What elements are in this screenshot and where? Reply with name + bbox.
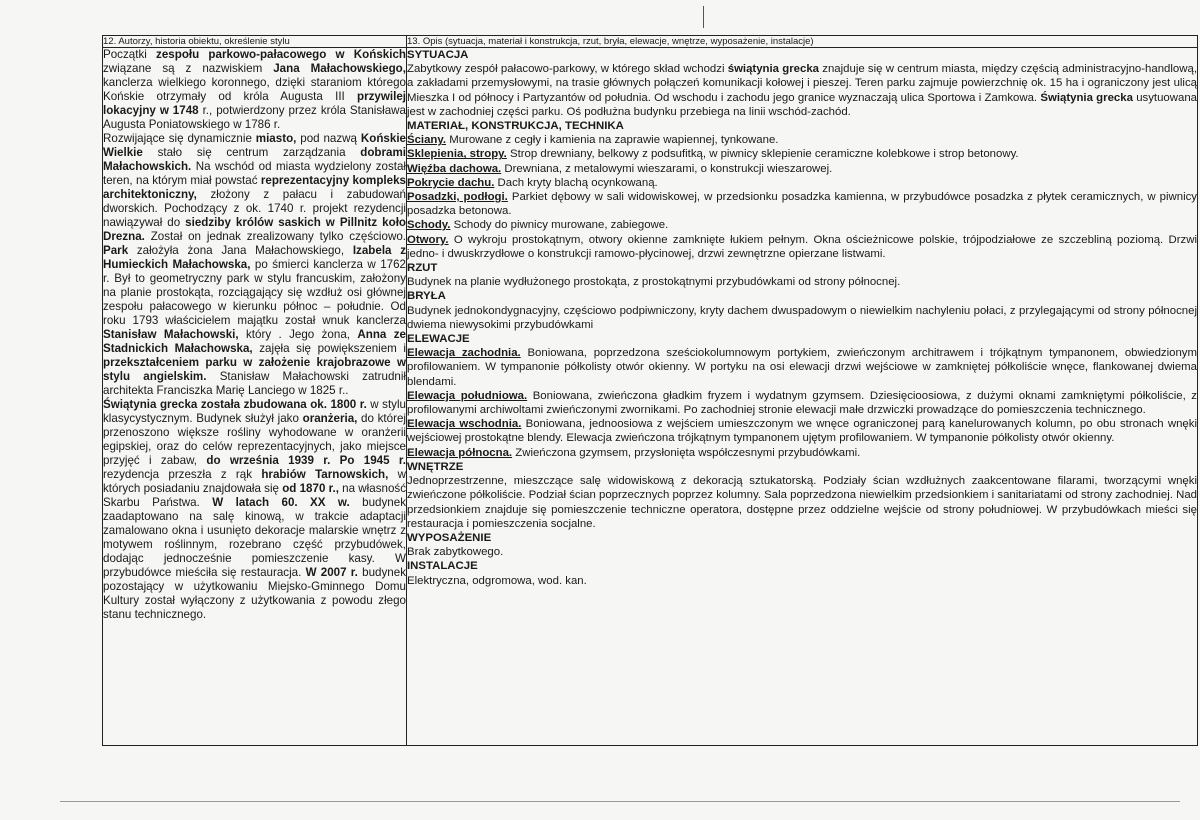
section-heading-bryla: BRYŁA bbox=[407, 290, 446, 303]
section-heading-sytuacja: SYTUACJA bbox=[407, 49, 469, 61]
material-item: Sklepienia, stropy. Strop drewniany, belkowy z podsufitką, w piwnicy sklepienie ceramiczne kolebkowe i strop betonowy. bbox=[407, 148, 1019, 161]
right-column-header: 13. Opis (sytuacja, materiał i konstrukcja, rzut, bryła, elewacje, wnętrze, wyposażenie, instalacje) bbox=[407, 36, 1198, 48]
instalacje-text: Elektryczna, odgromowa, wod. kan. bbox=[407, 574, 587, 587]
wnetrze-text: Jednoprzestrzenne, mieszczące salę widowiskową z dekoracją sztukatorską. Podziały ścian wzdłużnych zaakcentowane filarami, tworzącymi wnęki zwieńczone półkoliście. Podział ścian poprzecznych poprzez kolumny. Sala poprzedzona niewielkim przedsionkiem i sanitariatami od strony zachodniej. Nad przedsionkiem znajduje się pomieszczenie techniczne operatora, dostępne przez oddzielne wejście od strony południowej. W przybudówkach mieści się restauracja i pomieszczenia socjalne. bbox=[407, 475, 1197, 530]
material-item: Schody. Schody do piwnicy murowane, zabiegowe. bbox=[407, 219, 669, 232]
section-heading-wyposazenie: WYPOSAŻENIE bbox=[407, 531, 492, 544]
elewacja-item: Elewacja wschodnia. Boniowana, jednoosiowa z wejściem umieszczonym we wnęce ograniczonej parą kanelurowanych kolumn, po obu stronach wnęki wejściowej prostokątne blendy. Elewacja zwieńczona trójkątnym tympanonem ujętym profilowaniem. W tympanonie półkolisty otwór okienny. bbox=[407, 418, 1197, 445]
material-item: Posadzki, podłogi. Parkiet dębowy w sali widowiskowej, w przedsionku posadzka kamienna, w przybudówce posadzka z płytek ceramicznych, w piwnicy posadzka betonowa. bbox=[407, 191, 1197, 218]
history-column bbox=[103, 48, 407, 746]
section-heading-material: MATERIAŁ, KONSTRUKCJA, TECHNIKA bbox=[407, 120, 624, 133]
wyposazenie-text: Brak zabytkowego. bbox=[407, 546, 504, 559]
bottom-divider bbox=[60, 801, 1180, 802]
section-heading-elewacje: ELEWACJE bbox=[407, 333, 470, 346]
history-paragraph-park: Rozwijające się dynamicznie miasto, pod nazwą Końskie Wielkie stało się centrum zarządzania dobrami Małachowskich. Na wschód od miasta wydzielony został teren, na którym miał powstać reprezentacyjny kompleks architektoniczny, złożony z pałacu i zabudowań dworskich. Pochodzący z ok. 1740 r. projekt rezydencji nawiązywał do siedziby królów saskich w Pillnitz koło Drezna. Został on jednak zrealizowany tylko częściowo. Park założyła żona Jana Małachowskiego, Izabela z Humieckich Małachowska, po śmierci kanclerza w 1762 r. Był to geometryczny park w stylu francuskim, założony na planie prostokąta, rozciągający się wzdłuż osi głównej zespołu pałacowego w kierunku północ – południe. Od roku 1793 właścicielem majątku został wnuk kanclerza Stanisław Małachowski, który . Jego żona, Anna ze Stadnickich Małachowska, zajęła się powiększeniem i przekształceniem parku w założenie krajobrazowe w stylu angielskim. Stanisław Małachowski zatrudnił architekta Franciszka Marię Lanciego w 1825 r.. bbox=[103, 132, 406, 397]
history-paragraph-origins: Początki zespołu parkowo-pałacowego w Końskich związane są z nazwiskiem Jana Małachowskiego, kanclerza wielkiego koronnego, dzięki staraniom którego Końskie otrzymały od króla Augusta III przywilej lokacyjny w 1748 r., potwierdzony przez króla Stanisława Augusta Poniatowskiego w 1786 r. bbox=[103, 48, 406, 131]
material-item: Ściany. Murowane z cegły i kamienia na zaprawie wapiennej, tynkowane. bbox=[407, 134, 779, 147]
material-item: Pokrycie dachu. Dach kryty blachą ocynkowaną. bbox=[407, 176, 658, 189]
elewacja-item: Elewacja zachodnia. Boniowana, poprzedzona sześciokolumnowym portykiem, zwieńczonym architrawem i trójkątnym tympanonem, obwiedzionym profilowaniem. W tympanonie półkolisty otwór okienny. W portyku na osi elewacji drzwi wejściowe w zamkniętej półkoliście wnęce, flankowanej dwiema blendami. bbox=[407, 347, 1197, 388]
section-heading-rzut: RZUT bbox=[407, 262, 438, 275]
bryla-text: Budynek jednokondygnacyjny, częściowo podpiwniczony, kryty dachem dwuspadowym o niewielkim nachyleniu połaci, z przylegającymi od strony północnej dwiema niewysokimi przybudówkami bbox=[407, 304, 1197, 331]
history-paragraph-temple: Świątynia grecka została zbudowana ok. 1800 r. w stylu klasycystycznym. Budynek służył jako oranżeria, do której przenoszono większe rośliny wyhodowane w oranżerii egipskiej, oraz do celów reprezentacyjnych, jako miejsce przyjęć i zabaw, do września 1939 r. Po 1945 r. rezydencja przeszła z rąk hrabiów Tarnowskich, w których posiadaniu znajdowała się od 1870 r., na własność Skarbu Państwa. W latach 60. XX w. budynek zaadaptowano na salę kinową, w trakcie adaptacji zamalowano okna i usunięto dekoracje malarskie wnętrz z motywem roślinnym, rozebrano część przybudówek, dodając jednocześnie pomieszczenie kasy. W przybudówce mieściła się restauracja. W 2007 r. budynek pozostający w użytkowaniu Miejsko-Gminnego Domu Kultury został wyłączony z użytkowania z powodu złego stanu technicznego. bbox=[103, 398, 406, 621]
material-item: Więźba dachowa. Drewniana, z metalowymi wieszarami, o konstrukcji wieszarowej. bbox=[407, 162, 833, 175]
section-heading-instalacje: INSTALACJE bbox=[407, 560, 478, 573]
record-card-table bbox=[102, 35, 1198, 746]
material-item: Otwory. O wykroju prostokątnym, otwory okienne zamknięte łukiem pełnym. Okna ościeżnicowe polskie, trójpodziałowe ze szczebliną poziomą. Drzwi jedno- i dwuskrzydłowe o konstrukcji ramowo-płycinowej, drzwi zewnętrzne opierzane listwami. bbox=[407, 233, 1197, 260]
section-heading-wnetrze: WNĘTRZE bbox=[407, 460, 464, 473]
elewacja-item: Elewacja północna. Zwieńczona gzymsem, przysłonięta współczesnymi przybudówkami. bbox=[407, 446, 861, 459]
left-column-header: 12. Autorzy, historia obiektu, określenie stylu bbox=[103, 36, 407, 48]
rzut-text: Budynek na planie wydłużonego prostokąta, z prostokątnymi przybudówkami od strony północnej. bbox=[407, 276, 901, 289]
sytuacja-text: Zabytkowy zespół pałacowo-parkowy, w którego skład wchodzi świątynia grecka znajduje się w centrum miasta, między częścią administracyjno-handlową, a zakładami przemysłowymi, na trasie głównych połączeń komunikacji kołowej i pieszej. Teren parku zajmuje powierzchnię ok. 15 ha i ograniczony jest ulicą Mieszka I od północy i Partyzantów od południa. Od wschodu i zachodu jego granice wyznaczają ulica Sportowa i Zamkowa. Świątynia grecka usytuowana jest w zachodniej części parku. Oś podłużna budynku przebiega na linii wschód-zachód. bbox=[407, 63, 1197, 118]
description-column bbox=[407, 48, 1198, 746]
elewacja-item: Elewacja południowa. Boniowana, zwieńczona gładkim fryzem i wydatnym gzymsem. Dziesięcioosiowa, z dużymi oknami zamkniętymi półkoliście, z profilowanymi archiwoltami zwieńczonymi zwornikami. Po zachodniej stronie elewacji małe drzwiczki prowadzące do pomieszczenia technicznego. bbox=[407, 389, 1197, 417]
top-margin-mark bbox=[703, 6, 704, 28]
